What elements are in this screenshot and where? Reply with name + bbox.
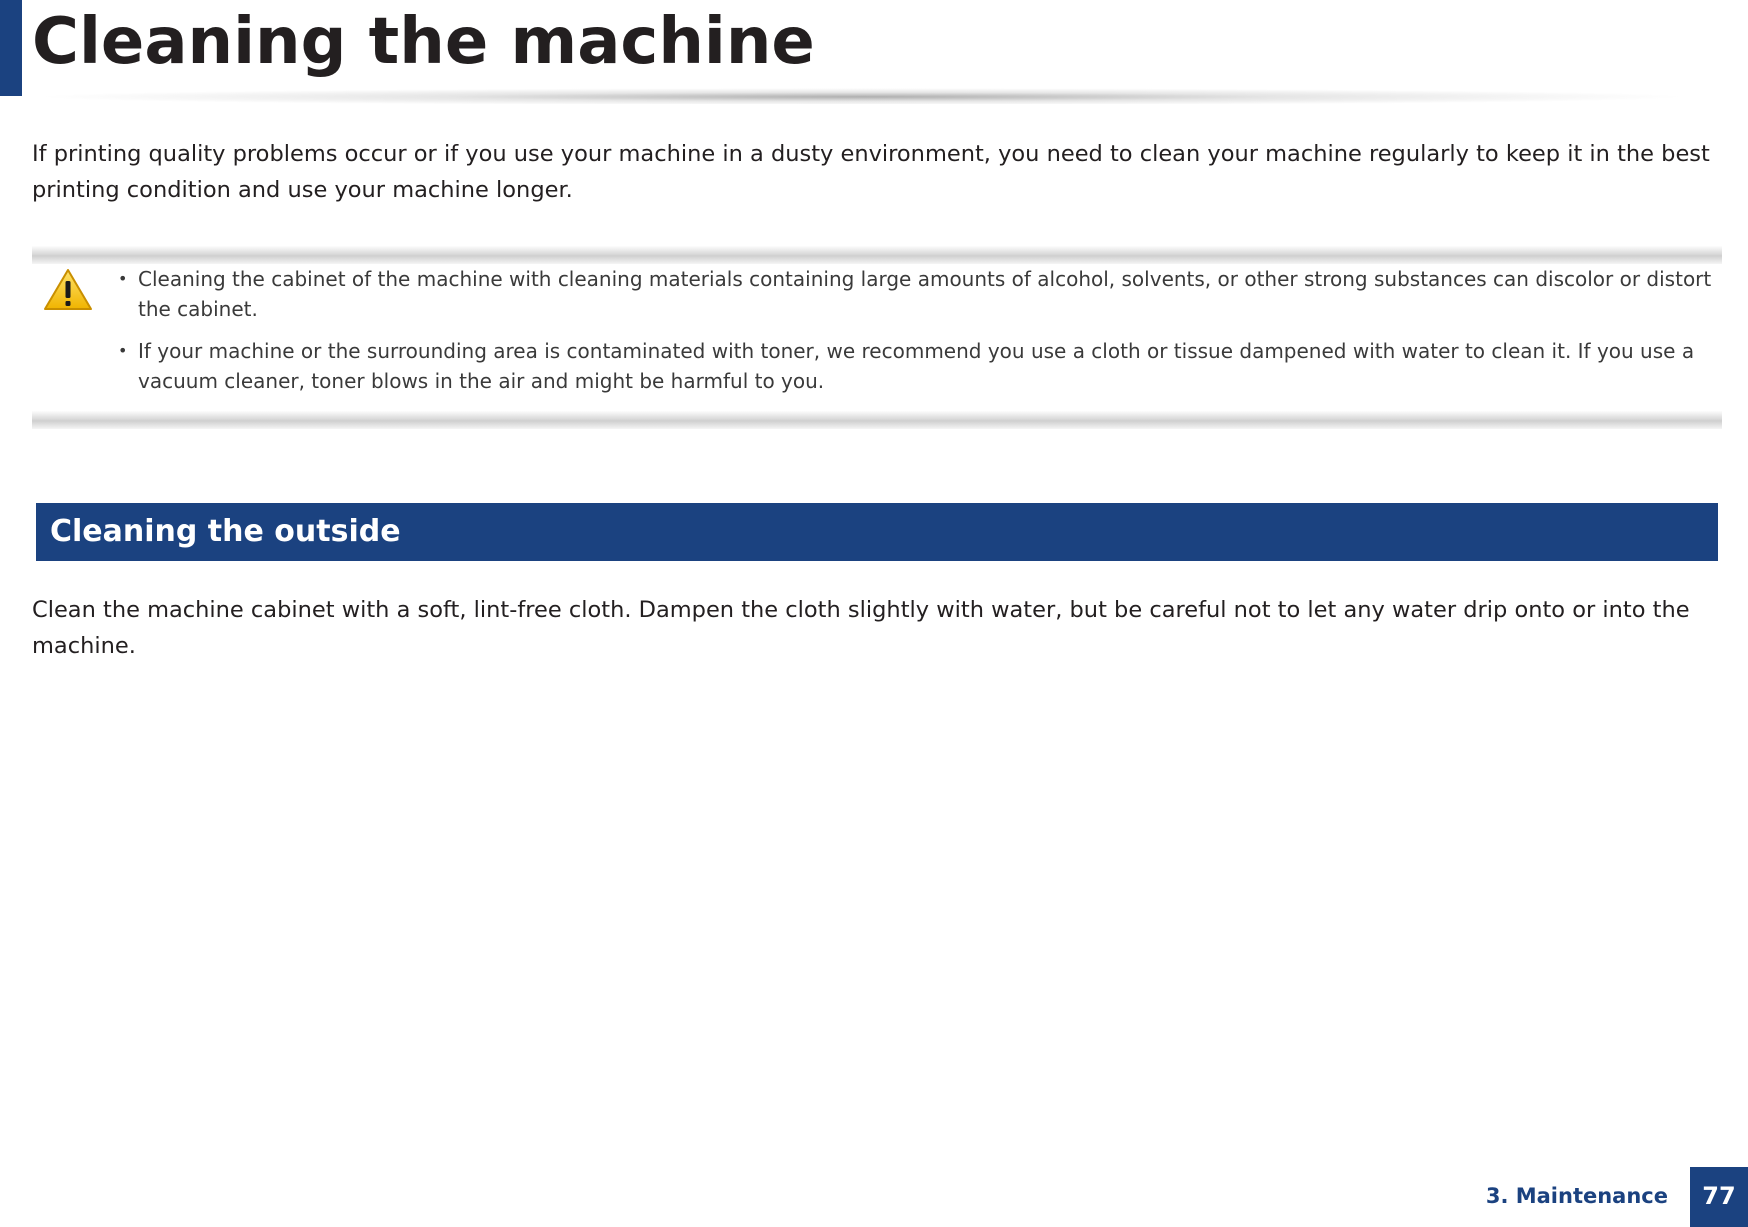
warning-triangle-icon xyxy=(43,268,93,312)
bullet-icon: • xyxy=(118,341,128,360)
caution-item-text: If your machine or the surrounding area is contaminated with toner, we recommend you use a cloth or tissue dampened with water to clean it. If you use a vacuum cleaner, toner blows in the air and might be harmful to you. xyxy=(138,339,1695,393)
bullet-icon: • xyxy=(118,269,128,288)
section-body: Clean the machine cabinet with a soft, lint-free cloth. Dampen the cloth slightly with water, but be careful not to let any water drip onto or into the machine. xyxy=(32,597,1690,659)
section-title: Cleaning the outside xyxy=(50,514,401,549)
section-header xyxy=(36,503,1718,561)
footer-section-label: 3. Maintenance xyxy=(1485,1184,1668,1208)
caution-box-top-bar xyxy=(32,246,1722,264)
caution-item-text: Cleaning the cabinet of the machine with cleaning materials containing large amounts of alcohol, solvents, or other strong substances can discolor or distort the cabinet. xyxy=(138,267,1712,321)
chapter-tab-marker xyxy=(0,0,22,96)
title-divider xyxy=(32,88,1692,104)
caution-item xyxy=(118,336,1724,396)
caution-item xyxy=(118,264,1724,324)
page-number: 77 xyxy=(1690,1167,1748,1227)
page-title: Cleaning the machine xyxy=(32,5,815,79)
caution-list xyxy=(118,264,1724,408)
intro-paragraph: If printing quality problems occur or if you use your machine in a dusty environment, you need to clean your machine regularly to keep it in the best printing condition and use your machine longer. xyxy=(32,141,1710,203)
caution-box-bottom-bar xyxy=(32,411,1722,429)
